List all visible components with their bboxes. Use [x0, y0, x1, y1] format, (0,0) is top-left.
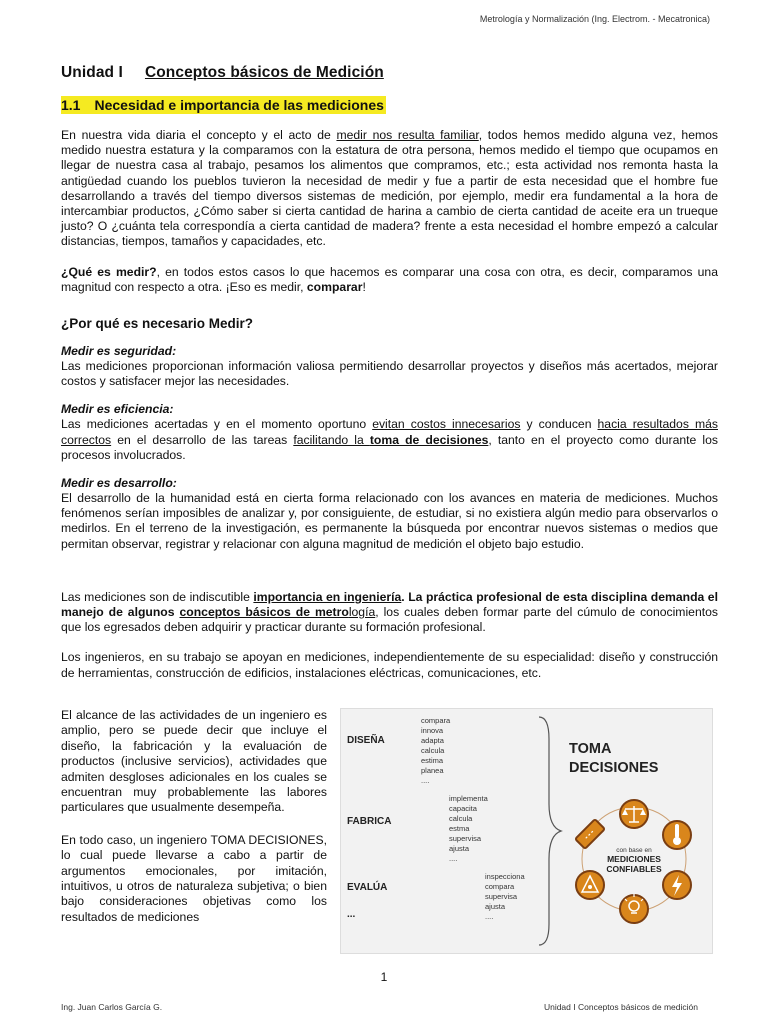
evaluate-item: .... [485, 912, 494, 921]
fabricate-label: FABRICA [347, 816, 392, 827]
decisions-figure [340, 708, 713, 954]
decisions-diagram [341, 709, 712, 953]
fabricate-item: implementa [449, 794, 488, 803]
reliable-measurements-label: MEDICIONES [607, 854, 661, 864]
evaluate-item: inspecciona [485, 872, 525, 881]
footer-author: Ing. Juan Carlos García G. [61, 1002, 163, 1012]
reliable-measurements-label: CONFIABLES [606, 864, 662, 874]
based-on-label: con base en [616, 847, 652, 854]
lightbulb-icon [620, 894, 648, 923]
page-number: 1 [380, 970, 388, 984]
fabricate-item: ajusta [449, 844, 470, 853]
what-is-measure-paragraph: ¿Qué es medir?, en todos estos casos lo que hacemos es comparar una cosa con otra, es decir, comparamos una magnitud con respecto a otra. ¡Eso es medir, comparar! [61, 264, 718, 294]
security-paragraph: Las mediciones proporcionan información valiosa permitiendo desarrollar proyectos y diseños más acertados, mejorar costos y satisfacer mejor las necesidades. [61, 359, 718, 389]
take-decisions-title: TOMA [569, 741, 612, 757]
unit-title: Unidad I Conceptos básicos de Medición [61, 64, 384, 81]
running-header: Metrología y Normalización (Ing. Electrom. - Mecatronica) [479, 14, 710, 24]
efficiency-subheading: Medir es eficiencia: [61, 402, 174, 417]
evaluate-item: supervisa [485, 892, 518, 901]
design-label: DISEÑA [347, 735, 385, 746]
evaluate-item: compara [485, 882, 515, 891]
security-subheading: Medir es seguridad: [61, 344, 177, 359]
ellipsis-label: ... [347, 909, 356, 920]
engineers-paragraph: Los ingenieros, en su trabajo se apoyan en mediciones, independientemente de su especialidad: diseño y construcción de herramientas, construcción de edificios, instalaciones eléctricas, comunicaciones, etc. [61, 650, 718, 680]
intro-paragraph: En nuestra vida diaria el concepto y el acto de medir nos resulta familiar, todos hemos medido alguna vez, hemos medido nuestra estatura y la comparamos con la estatura de otra persona, hemos medido el tiempo que ocupamos en llegar de nuestra casa al trabajo, pesamos los alimentos que compramos, etc.; esta actividad nos remonta hasta la antigüedad cuando los pueblos tuvieron la necesidad de medir y fue a partir de esta necesidad que el hombre fue desarrollando a través del tiempo diversos sistemas de medición, por ejemplo, medir era fundamental a la hora de intercambiar productos, ¿Cómo saber si cierta cantidad de harina a cambio de cierta cantidad de aceite era un trueque justo? O ¿cuánta tela correspondía a cierta cantidad de madera? frente a esta necesidad el hombre empezó a calcular distancias, tiempos, tamaños y capacidades, etc. [61, 128, 718, 249]
scope-paragraph: El alcance de las actividades de un ingeniero es amplio, pero se puede decir que incluye el diseño, la fabricación y la evaluación de productos (inclusive servicios), actividades que admiten desgloses adicionales en los cuales se encuentran muy probablemente las labores particulares que usualmente desempeña. [61, 708, 327, 815]
why-heading: ¿Por qué es necesario Medir? [61, 316, 254, 332]
design-item: innova [421, 726, 444, 735]
evaluate-label: EVALÚA [347, 882, 388, 893]
design-item: estima [421, 756, 444, 765]
scale-icon [620, 800, 648, 828]
section-title: 1.1 Necesidad e importancia de las mediciones [61, 97, 384, 113]
fabricate-item: estma [449, 824, 470, 833]
design-item: planea [421, 766, 444, 775]
design-item: compara [421, 716, 451, 725]
fabricate-item: supervisa [449, 834, 482, 843]
thermometer-icon [663, 821, 691, 849]
bottom-section [61, 708, 718, 958]
curly-brace-icon [539, 717, 561, 945]
design-item: .... [421, 776, 430, 785]
fabricate-item: capacita [449, 804, 477, 813]
fabricate-item: .... [449, 854, 458, 863]
decisions-paragraph: En todo caso, un ingeniero TOMA DECISIONES, lo cual puede llevarse a cabo a partir de argumentos emocionales, por imitación, intuitivos, u otros de naturaleza subjetiva; o bien bajo consideraciones objetivas como los resultados de mediciones [61, 832, 327, 924]
efficiency-paragraph: Las mediciones acertadas y en el momento oportuno evitan costos innecesarios y conducen hacia resultados más correctos en el desarrollo de las tareas facilitando la toma de decisiones, tanto en el proyecto como durante los procesos involucrados. [61, 417, 718, 462]
footer-unit: Unidad I Conceptos básicos de medición [543, 1002, 698, 1012]
importance-paragraph: Las mediciones son de indiscutible importancia en ingeniería. La práctica profesional de esta disciplina demanda el manejo de algunos conceptos básicos de metrología, los cuales deben formar parte del cúmulo de conocimientos que los egresados deben adquirir y practicar durante su formación profesional. [61, 589, 718, 635]
left-column [61, 708, 327, 925]
lightning-icon [663, 871, 691, 899]
ruler-icon [575, 819, 605, 849]
development-subheading: Medir es desarrollo: [61, 476, 177, 491]
evaluate-item: ajusta [485, 902, 506, 911]
design-item: adapta [421, 736, 444, 745]
development-paragraph: El desarrollo de la humanidad está en cierta forma relacionado con los avances en materia de mediciones. Muchos fenómenos serían imposibles de analizar y, por consiguiente, de estudiar, si no existiera algún medio para observarlos o medirlos. En el terreno de la investigación, es permanente la búsqueda por encontrar nuevos sistemas o medios que permitan observar, registrar y relacionar con alguna magnitud de medición el objeto bajo estudio. [61, 491, 718, 551]
triangle-icon [576, 871, 604, 899]
main-content [61, 64, 718, 681]
take-decisions-title: DECISIONES [569, 760, 659, 776]
design-item: calcula [421, 746, 445, 755]
fabricate-item: calcula [449, 814, 473, 823]
